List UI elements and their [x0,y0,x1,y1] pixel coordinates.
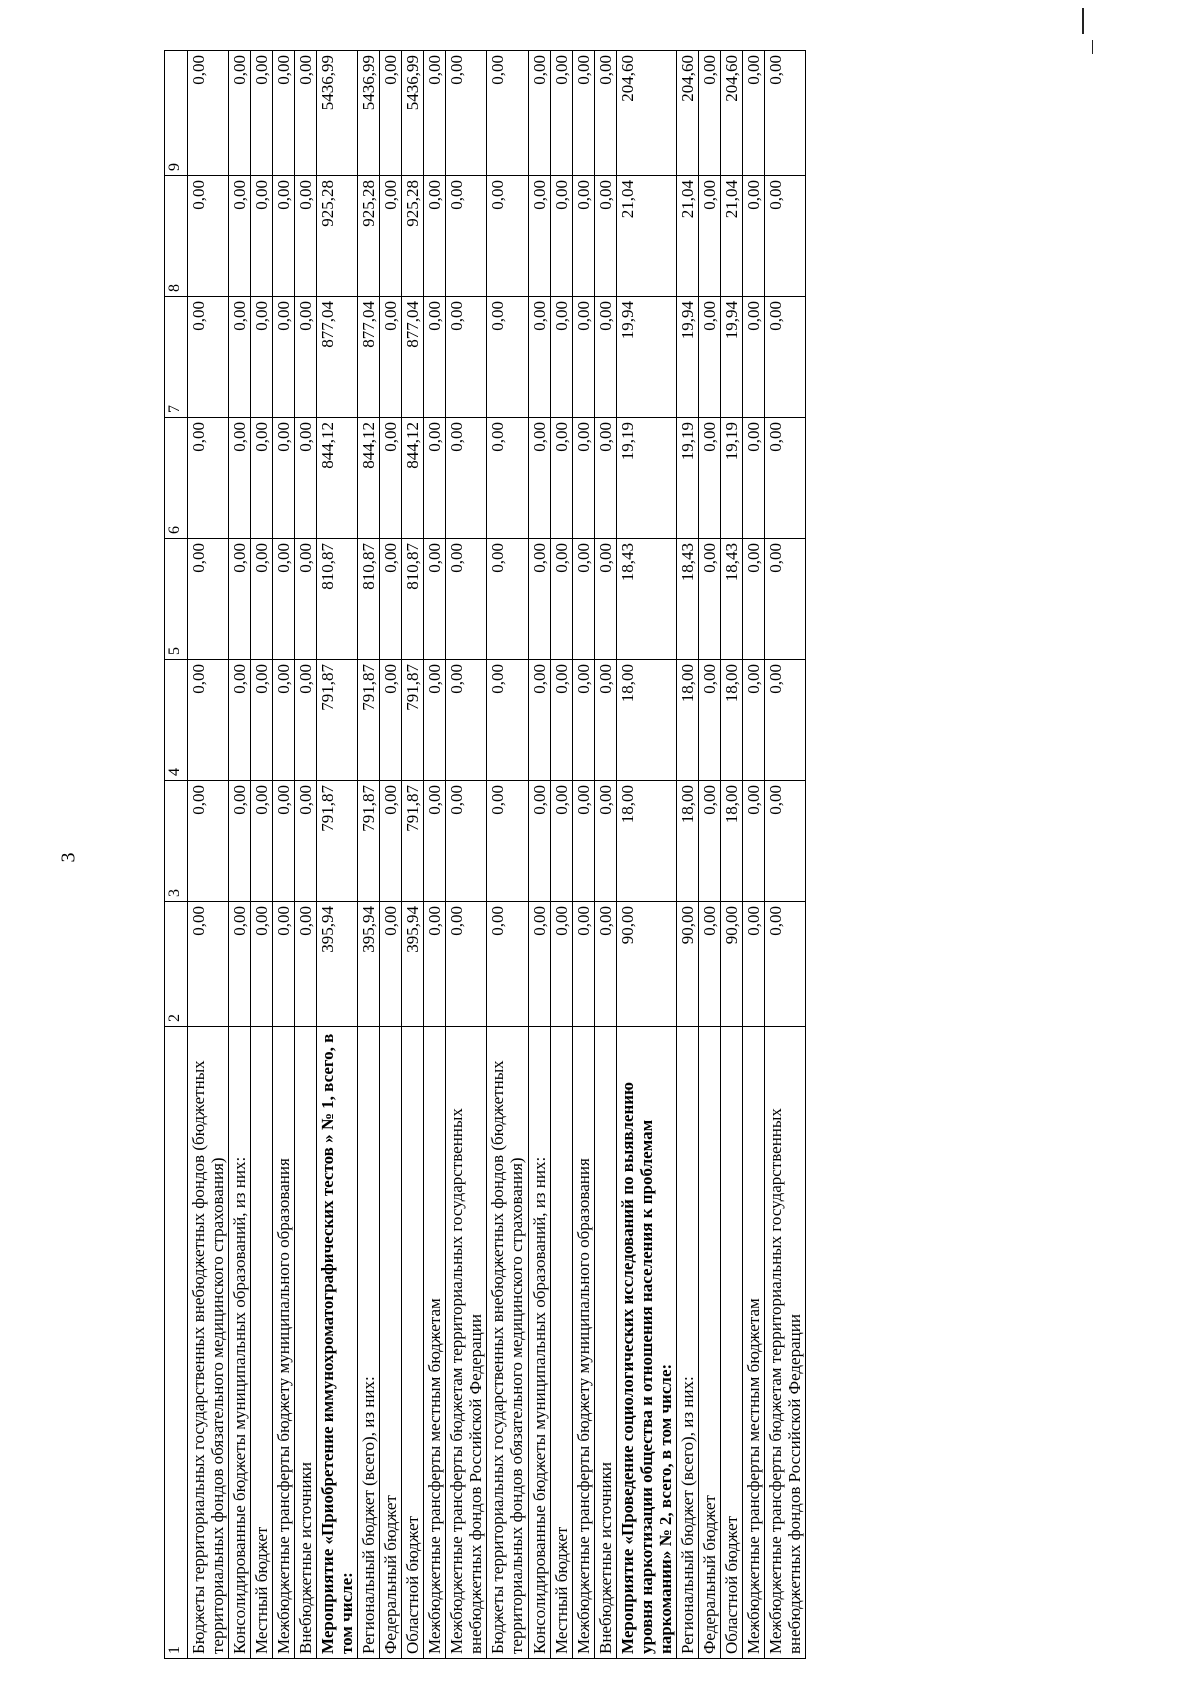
value-cell: 0,00 [487,176,528,297]
value-cell: 0,00 [698,51,720,176]
value-cell: 0,00 [188,539,229,660]
value-cell: 844,12 [317,418,358,539]
value-cell: 0,00 [698,297,720,418]
value-cell: 0,00 [594,902,616,1027]
value-cell: 0,00 [572,781,594,902]
value-cell: 0,00 [550,781,572,902]
row-label: Межбюджетные трансферты бюджету муниципального образования [273,1027,295,1659]
table-row [572,51,594,1659]
value-cell: 0,00 [594,781,616,902]
row-label: Областной бюджет [402,1027,424,1659]
value-cell: 791,87 [317,660,358,781]
column-header-5: 5 [165,539,188,660]
value-cell: 0,00 [764,781,805,902]
value-cell: 0,00 [380,902,402,1027]
value-cell: 0,00 [594,176,616,297]
value-cell: 0,00 [594,539,616,660]
value-cell: 0,00 [487,660,528,781]
row-label: Межбюджетные трансферты местным бюджетам [424,1027,446,1659]
value-cell: 0,00 [698,418,720,539]
value-cell: 0,00 [273,418,295,539]
value-cell: 0,00 [764,539,805,660]
value-cell: 0,00 [446,660,487,781]
value-cell: 0,00 [594,418,616,539]
value-cell: 0,00 [550,902,572,1027]
value-cell: 18,00 [720,781,742,902]
value-cell: 0,00 [764,176,805,297]
value-cell: 0,00 [594,51,616,176]
value-cell: 0,00 [229,176,251,297]
value-cell: 21,04 [720,176,742,297]
value-cell: 0,00 [698,902,720,1027]
value-cell: 0,00 [528,902,550,1027]
value-cell: 791,87 [358,781,380,902]
value-cell: 0,00 [742,51,764,176]
column-header-8: 8 [165,176,188,297]
value-cell: 0,00 [188,902,229,1027]
column-header-9: 9 [165,51,188,176]
value-cell: 0,00 [487,539,528,660]
value-cell: 0,00 [424,781,446,902]
value-cell: 0,00 [188,660,229,781]
value-cell: 0,00 [424,902,446,1027]
value-cell: 0,00 [487,781,528,902]
column-header-4: 4 [165,660,188,781]
value-cell: 0,00 [380,781,402,902]
value-cell: 0,00 [229,539,251,660]
value-cell: 19,19 [720,418,742,539]
value-cell: 0,00 [550,418,572,539]
value-cell: 844,12 [358,418,380,539]
row-label: Бюджеты территориальных государственных внебюджетных фондов (бюджетных территориальных фондов обязательного медицинского страхования) [487,1027,528,1659]
value-cell: 0,00 [742,902,764,1027]
value-cell: 0,00 [764,51,805,176]
table-row [402,51,424,1659]
value-cell: 0,00 [229,297,251,418]
value-cell: 0,00 [487,297,528,418]
table-row [528,51,550,1659]
table-row [487,51,528,1659]
value-cell: 0,00 [594,297,616,418]
value-cell: 0,00 [424,297,446,418]
value-cell: 0,00 [572,902,594,1027]
value-cell: 0,00 [188,297,229,418]
row-label: Местный бюджет [550,1027,572,1659]
value-cell: 0,00 [229,781,251,902]
value-cell: 0,00 [188,176,229,297]
value-cell: 0,00 [251,660,273,781]
value-cell: 0,00 [251,51,273,176]
value-cell: 0,00 [273,539,295,660]
table-row [188,51,229,1659]
value-cell: 0,00 [550,51,572,176]
value-cell: 877,04 [317,297,358,418]
value-cell: 0,00 [446,902,487,1027]
value-cell: 0,00 [251,176,273,297]
value-cell: 0,00 [273,176,295,297]
row-label: Местный бюджет [251,1027,273,1659]
value-cell: 395,94 [402,902,424,1027]
value-cell: 0,00 [572,51,594,176]
row-label: Региональный бюджет (всего), из них: [358,1027,380,1659]
value-cell: 0,00 [572,660,594,781]
table-row [550,51,572,1659]
value-cell: 0,00 [273,660,295,781]
value-cell: 0,00 [229,660,251,781]
value-cell: 90,00 [616,902,676,1027]
value-cell: 5436,99 [317,51,358,176]
value-cell: 204,60 [616,51,676,176]
value-cell: 0,00 [742,539,764,660]
value-cell: 0,00 [229,51,251,176]
value-cell: 0,00 [380,297,402,418]
value-cell: 0,00 [380,176,402,297]
value-cell: 0,00 [446,176,487,297]
value-cell: 0,00 [251,902,273,1027]
value-cell: 0,00 [188,51,229,176]
row-label: Мероприятие «Проведение социологических исследований по выявлению уровня наркотизации общества и отношения населения к проблемам наркомании» № 2, всего, в том числе: [616,1027,676,1659]
value-cell: 0,00 [742,418,764,539]
page-number: 3 [57,852,80,863]
row-label: Мероприятие «Приобретение иммунохроматографических тестов » № 1, всего, в том числе: [317,1027,358,1659]
value-cell: 0,00 [424,660,446,781]
value-cell: 810,87 [358,539,380,660]
value-cell: 0,00 [742,660,764,781]
budget-table [164,50,806,1659]
value-cell: 395,94 [358,902,380,1027]
value-cell: 0,00 [528,51,550,176]
value-cell: 0,00 [742,781,764,902]
row-label: Межбюджетные трансферты бюджету муниципального образования [572,1027,594,1659]
table-row [229,51,251,1659]
value-cell: 18,43 [676,539,698,660]
value-cell: 0,00 [380,660,402,781]
value-cell: 791,87 [358,660,380,781]
table-row [698,51,720,1659]
row-label: Межбюджетные трансферты бюджетам территориальных государственных внебюджетных фондов Российской Федерации [764,1027,805,1659]
value-cell: 0,00 [528,660,550,781]
value-cell: 0,00 [528,539,550,660]
table-row [616,51,676,1659]
value-cell: 0,00 [424,539,446,660]
value-cell: 0,00 [487,51,528,176]
value-cell: 0,00 [764,297,805,418]
value-cell: 925,28 [317,176,358,297]
value-cell: 0,00 [251,539,273,660]
value-cell: 19,94 [676,297,698,418]
value-cell: 844,12 [402,418,424,539]
value-cell: 0,00 [295,51,317,176]
value-cell: 19,94 [720,297,742,418]
value-cell: 18,00 [720,660,742,781]
value-cell: 0,00 [229,418,251,539]
value-cell: 19,94 [616,297,676,418]
value-cell: 0,00 [446,539,487,660]
value-cell: 0,00 [764,660,805,781]
row-label: Областной бюджет [720,1027,742,1659]
value-cell: 0,00 [446,781,487,902]
value-cell: 0,00 [424,51,446,176]
column-header-2: 2 [165,902,188,1027]
value-cell: 0,00 [295,539,317,660]
value-cell: 0,00 [487,902,528,1027]
value-cell: 0,00 [424,418,446,539]
value-cell: 0,00 [698,176,720,297]
table-row [251,51,273,1659]
value-cell: 0,00 [295,418,317,539]
value-cell: 925,28 [402,176,424,297]
table-row [594,51,616,1659]
value-cell: 0,00 [251,781,273,902]
column-header-7: 7 [165,297,188,418]
value-cell: 0,00 [550,660,572,781]
value-cell: 0,00 [550,297,572,418]
table-row [273,51,295,1659]
value-cell: 0,00 [273,781,295,902]
value-cell: 90,00 [676,902,698,1027]
row-label: Федеральный бюджет [380,1027,402,1659]
row-label: Региональный бюджет (всего), из них: [676,1027,698,1659]
value-cell: 791,87 [402,660,424,781]
value-cell: 0,00 [295,176,317,297]
value-cell: 0,00 [487,418,528,539]
value-cell: 0,00 [742,176,764,297]
table-row [742,51,764,1659]
value-cell: 877,04 [402,297,424,418]
value-cell: 810,87 [402,539,424,660]
table-row [380,51,402,1659]
table-row [446,51,487,1659]
value-cell: 0,00 [295,660,317,781]
value-cell: 0,00 [572,418,594,539]
value-cell: 810,87 [317,539,358,660]
value-cell: 0,00 [698,660,720,781]
row-label: Консолидированные бюджеты муниципальных образований, из них: [229,1027,251,1659]
row-label: Внебюджетные источники [295,1027,317,1659]
value-cell: 0,00 [188,781,229,902]
value-cell: 0,00 [251,297,273,418]
value-cell: 0,00 [550,539,572,660]
value-cell: 18,43 [616,539,676,660]
table-row [358,51,380,1659]
table-row [424,51,446,1659]
value-cell: 0,00 [572,176,594,297]
value-cell: 0,00 [698,781,720,902]
value-cell: 0,00 [424,176,446,297]
value-cell: 0,00 [742,297,764,418]
value-cell: 0,00 [295,781,317,902]
value-cell: 791,87 [317,781,358,902]
value-cell: 0,00 [380,539,402,660]
value-cell: 0,00 [273,902,295,1027]
table-row [317,51,358,1659]
value-cell: 90,00 [720,902,742,1027]
row-label: Межбюджетные трансферты бюджетам территориальных государственных внебюджетных фондов Российской Федерации [446,1027,487,1659]
value-cell: 21,04 [616,176,676,297]
table-row [720,51,742,1659]
value-cell: 0,00 [295,902,317,1027]
value-cell: 0,00 [764,418,805,539]
value-cell: 5436,99 [402,51,424,176]
value-cell: 19,19 [676,418,698,539]
value-cell: 0,00 [764,902,805,1027]
value-cell: 0,00 [572,539,594,660]
header-row [165,51,188,1659]
value-cell: 204,60 [676,51,698,176]
column-header-3: 3 [165,781,188,902]
value-cell: 5436,99 [358,51,380,176]
value-cell: 0,00 [528,176,550,297]
value-cell: 0,00 [273,51,295,176]
value-cell: 0,00 [188,418,229,539]
value-cell: 0,00 [594,660,616,781]
value-cell: 395,94 [317,902,358,1027]
value-cell: 0,00 [528,297,550,418]
row-label: Внебюджетные источники [594,1027,616,1659]
value-cell: 0,00 [446,418,487,539]
value-cell: 18,00 [616,660,676,781]
table-row [295,51,317,1659]
value-cell: 204,60 [720,51,742,176]
row-label: Федеральный бюджет [698,1027,720,1659]
value-cell: 0,00 [295,297,317,418]
value-cell: 18,00 [676,660,698,781]
table-row [676,51,698,1659]
value-cell: 0,00 [273,297,295,418]
value-cell: 0,00 [229,902,251,1027]
column-header-6: 6 [165,418,188,539]
value-cell: 0,00 [380,51,402,176]
value-cell: 0,00 [550,176,572,297]
row-label: Бюджеты территориальных государственных внебюджетных фондов (бюджетных территориальных фондов обязательного медицинского страхования) [188,1027,229,1659]
value-cell: 18,00 [676,781,698,902]
value-cell: 925,28 [358,176,380,297]
value-cell: 19,19 [616,418,676,539]
value-cell: 0,00 [380,418,402,539]
row-label: Межбюджетные трансферты местным бюджетам [742,1027,764,1659]
value-cell: 0,00 [528,418,550,539]
value-cell: 18,43 [720,539,742,660]
value-cell: 0,00 [446,51,487,176]
value-cell: 0,00 [446,297,487,418]
value-cell: 791,87 [402,781,424,902]
value-cell: 0,00 [698,539,720,660]
value-cell: 877,04 [358,297,380,418]
value-cell: 0,00 [528,781,550,902]
row-label: Консолидированные бюджеты муниципальных образований, из них: [528,1027,550,1659]
value-cell: 0,00 [572,297,594,418]
value-cell: 0,00 [251,418,273,539]
table-row [764,51,805,1659]
value-cell: 18,00 [616,781,676,902]
column-header-1: 1 [165,1027,188,1659]
value-cell: 21,04 [676,176,698,297]
